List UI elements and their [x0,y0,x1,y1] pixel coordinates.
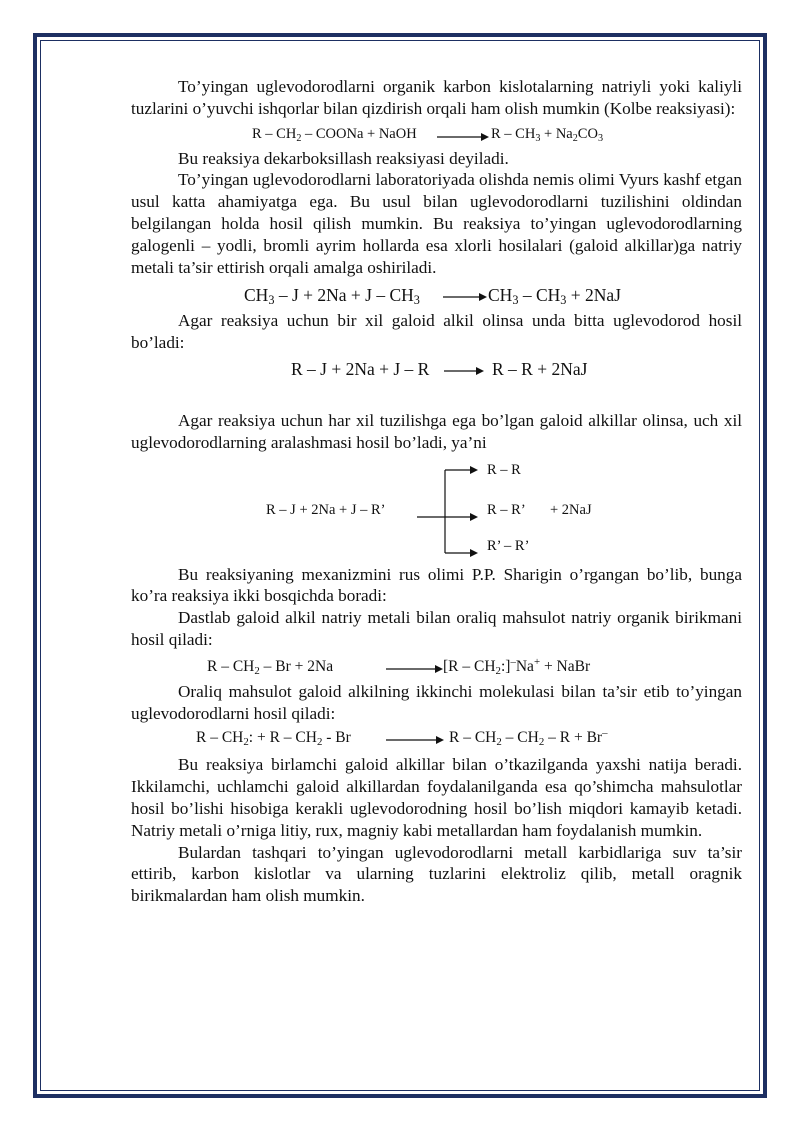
product-r-r-prime: R – R’ [487,501,526,518]
paragraph-different-alkyl: Agar reaksiya uchun har xil tuzilishga ega bo’lgan galoid alkillar olinsa, uch xil uglevodorodlarning aralashmasi hosil bo’ladi, ya’ni [131,410,742,452]
equation-mixed-products [131,454,742,564]
product-r-r: R – R [487,461,521,478]
equation-wurtz-general [131,354,742,410]
equation-step-one-lhs: $R - CH_2 - Br + 2Na$ [207,657,334,677]
equation-step-one-rhs: $[R - CH_2:]^-Na^+$ + NaBr [443,655,591,677]
product-r-prime-r-prime: R’ – R’ [487,537,530,554]
equation-wurtz-ethane-lhs: $CH_3 - J + 2Na + J - CH_3$ [244,285,420,308]
reaction-arrow-icon [386,665,443,673]
equation-wurtz-general-rhs: R – R + 2NaJ [492,358,588,379]
equation-step-two [131,724,742,754]
reaction-arrow-icon [444,367,484,375]
equation-kolbe-lhs: R – $CH_2$ – COONa + NaOH [252,125,417,144]
equation-mixed-lhs: R – J + 2Na + J – R’ [266,501,386,518]
equation-wurtz-general-lhs: R – J + 2Na + J – R [291,358,430,379]
equation-wurtz-ethane-rhs: $CH_3 - CH_3 + 2NaJ$ [488,285,621,308]
equation-step-two-lhs: R – $CH_2$: + R – $CH_2$ - Br [196,729,351,749]
branch-arrows-icon [417,460,481,562]
reaction-arrow-icon [437,133,489,141]
paragraph-primary-alkyl: Bu reaksiya birlamchi galoid alkillar bilan o’tkazilganda yaxshi natija beradi. Ikkilamchi, uchlamchi galoid alkillardan foydalanilganda esa qo’shimcha mahsulotlar hosil bo’lishi hisobiga kerakli uglevodorodning hosil bo’lish miqdori kamayib ketadi. Natriy metali o’rniga litiy, rux, magniy kabi metallardan ham foydalanish mumkin. [131,755,742,840]
paragraph-kolbe-intro: To’yingan uglevodorodlarni organik karbon kislotalarning natriyli yoki kaliyli tuzlarini o’yuvchi ishqorlar bilan qizdirish orqali ham olish mumkin (Kolbe reaksiyasi): [131,77,742,118]
paragraph-same-alkyl: Agar reaksiya uchun bir xil galoid alkil olinsa unda bitta uglevodorod hosil bo’ladi: [131,311,742,353]
equation-step-one [131,651,742,681]
paragraph-second-molecule: Oraliq mahsulot galoid alkilning ikkinchi molekulasi bilan ta’sir etib to’yingan uglevodorodlarni hosil qiladi: [131,681,742,723]
document-body [131,76,742,907]
product-nai: + 2NaJ [550,501,592,518]
paragraph-mechanism: Bu reaksiyaning mexanizmini rus olimi P.P. Sharigin o’rgangan bo’lib, bunga ko’ra reaksiya ikki bosqichda boradi: [131,564,742,606]
equation-kolbe-rhs: $R - CH_3 + Na_2CO_3$ [491,125,604,144]
equation-wurtz-ethane [131,278,742,310]
reaction-arrow-icon [386,736,444,744]
paragraph-decarboxylation: Bu reaksiya dekarboksillash reaksiyasi deyiladi. [178,148,509,168]
reaction-arrow-icon [443,293,487,301]
paragraph-other-methods: Bulardan tashqari to’yingan uglevodorodlarni metall karbidlariga suv ta’sir ettirib, karbon kislotlar va ularning tuzlarini elektroliz qilib, metall oragnik birikmalardan ham olish mumkin. [131,842,742,906]
paragraph-wurtz: To’yingan uglevodorodlarni laboratoriyada olishda nemis olimi Vyurs kashf etgan usul katta ahamiyatga ega. Bu usul bilan uglevodorodlarni tuzilishini oldindan belgilangan holda hosil qilish mumkin. Bu reaksiya to’yingan uglevodorodlarning galogenli – yodli, bromli ayrim hollarda esa xlorli hosilalari (galoid alkillar)ga natriy metali ta’sir ettirish orqali amalga oshiriladi. [131,170,742,277]
paragraph-intermediate: Dastlab galoid alkil natriy metali bilan oraliq mahsulot natriy organik birikmani hosil qiladi: [131,608,742,649]
equation-step-two-rhs: $R - CH_2 - CH_2 - R + Br^-$ [449,727,608,749]
equation-kolbe [131,120,742,148]
